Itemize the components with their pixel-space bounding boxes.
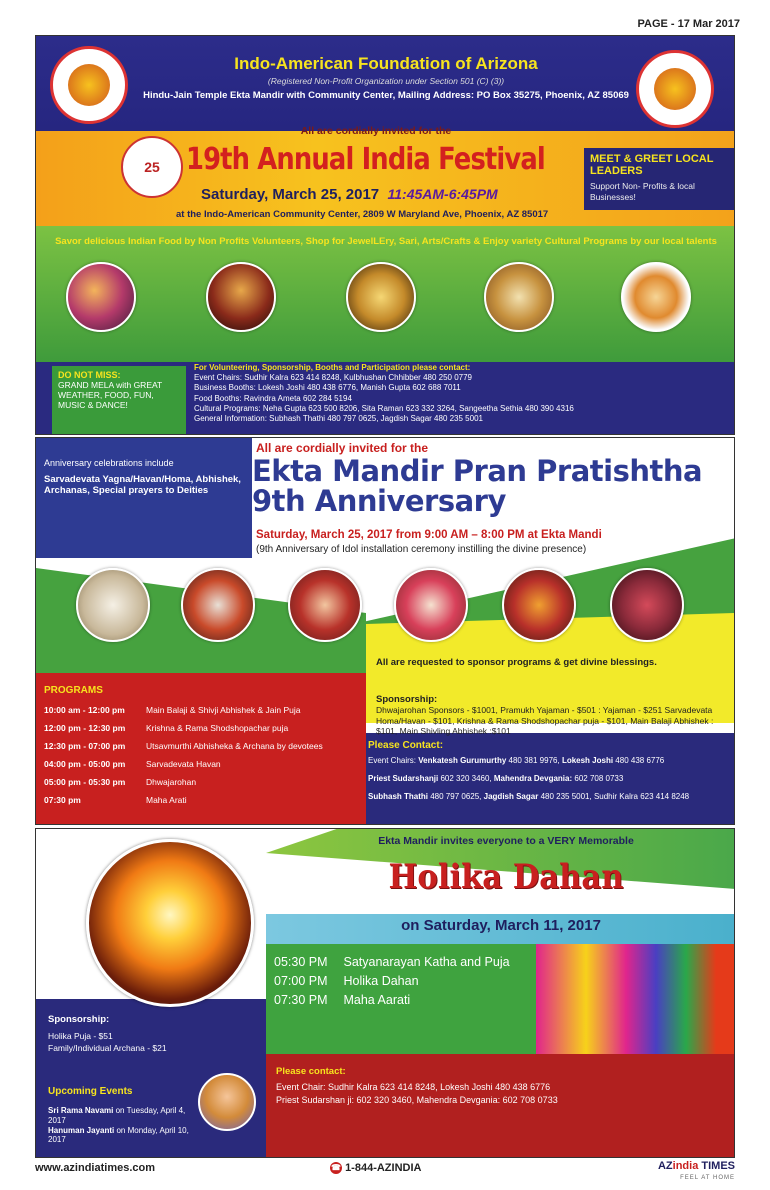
anniversary-contact-title: Please Contact: <box>368 740 444 751</box>
page-date-header: PAGE - 17 Mar 2017 <box>637 18 740 30</box>
iaf-logo <box>50 46 128 124</box>
org-address: Hindu-Jain Temple Ekta Mandir with Community Center, Mailing Address: PO Box 35275, Phoenix, AZ 85069 <box>143 90 629 101</box>
contact-line: Cultural Programs: Neha Gupta 623 500 8206, Sita Raman 623 332 3264, Sangeetha Sethia 480 390 4316 <box>194 403 574 413</box>
contact-line: Business Booths: Lokesh Joshi 480 438 6776, Manish Gupta 602 688 7011 <box>194 383 461 393</box>
logo-tagline: FEEL AT HOME <box>680 1175 735 1181</box>
program-row: 04:00 pm - 05:00 pm Sarvadevata Havan <box>44 759 221 769</box>
deity-photo <box>502 568 576 642</box>
holika-contact-title: Please contact: <box>276 1066 346 1077</box>
deity-photo <box>610 568 684 642</box>
anniversary-title: Ekta Mandir Pran Pratishtha 9th Anniversary <box>252 454 703 519</box>
contact-line: Food Booths: Ravindra Ameta 602 284 5194 <box>194 393 352 403</box>
holika-schedule <box>274 953 534 1009</box>
festival-date-text: Saturday, March 25, 2017 <box>201 186 380 203</box>
holika-contacts <box>276 1081 726 1107</box>
anniversary-sponsorship <box>376 694 735 736</box>
az-india-times-logo: AZindia TIMES <box>657 1160 735 1172</box>
schedule-row: 05:30 PM Satyanarayan Katha and Puja <box>274 955 510 969</box>
schedule-row: 07:00 PM Holika Dahan <box>274 973 419 988</box>
dance-photo <box>66 262 136 332</box>
deity-photo <box>76 568 150 642</box>
programs-list <box>44 701 364 809</box>
bonfire-photo <box>86 839 254 1007</box>
org-title: Indo-American Foundation of Arizona <box>234 54 538 73</box>
program-row: 12:00 pm - 12:30 pm Krishna & Rama Shodshopachar puja <box>44 723 289 733</box>
contact-line: Subhash Thathi 480 797 0625, Jagdish Sagar 480 235 5001, Sudhir Kalra 623 414 8248 <box>368 792 690 801</box>
contact-line: Event Chairs: Venkatesh Gurumurthy 480 381 9976, Lokesh Joshi 480 438 6776 <box>368 756 665 765</box>
program-row: 05:00 pm - 05:30 pm Dhwajarohan <box>44 777 197 787</box>
org-subtitle: (Registered Non-Profit Organization under Section 501 (C) (3)) <box>267 76 505 86</box>
meet-greet-title: MEET & GREET LOCAL LEADERS <box>590 153 714 177</box>
sponsor-request: All are requested to sponsor programs & get divine blessings. <box>376 657 657 668</box>
contact-line: General Information: Subhash Thathi 480 797 0625, Jagdish Sagar 480 235 5001 <box>194 414 483 424</box>
holika-section <box>35 828 735 1158</box>
anniversary-subtitle: (9th Anniversary of Idol installation ceremony instilling the divine presence) <box>256 544 587 555</box>
holika-sponsorship-title: Sponsorship: <box>48 1014 110 1025</box>
ekta-mandir-logo <box>636 50 714 128</box>
do-not-miss-title: DO NOT MISS: <box>58 370 121 380</box>
jewelry-photo <box>346 262 416 332</box>
do-not-miss-box <box>52 366 186 435</box>
anniversary-date: Saturday, March 25, 2017 from 9:00 AM – 8:00 PM at Ekta Mandi <box>256 529 602 541</box>
holika-date: on Saturday, March 11, 2017 <box>401 917 601 934</box>
color-powder-photo <box>536 944 735 1054</box>
phone-icon: ☎ <box>331 1163 341 1173</box>
anniversary-contacts <box>368 756 734 810</box>
contact-line: Event Chair: Sudhir Kalra 623 414 8248, Lokesh Joshi 480 438 6776 <box>276 1082 551 1092</box>
festival-title: 19th Annual India Festival <box>186 142 545 177</box>
program-row: 10:00 am - 12:00 pm Main Balaji & Shivji Abhishek & Jain Puja <box>44 705 301 715</box>
anniversary-section <box>35 437 735 825</box>
dosa-photo <box>621 262 691 332</box>
rama-photo <box>198 1073 256 1131</box>
festival-date <box>201 186 621 203</box>
programs-title: PROGRAMS <box>44 685 103 696</box>
india-festival-section <box>35 35 735 435</box>
anniversary-badge: 25 <box>121 136 183 198</box>
program-row: 12:30 pm - 07:00 pm Utsavmurthi Abhisheka & Archana by devotees <box>44 741 323 751</box>
sponsorship-text: Dhwajarohan Sponsors - $1001, Pramukh Yajaman - $501 : Yajaman - $251 Sarvadevata Homa/Havan - $101, Krishna & Rama Shodshopachar puja - $101, Main Balaji Abhishek : $101, Main Shivling Abhishek :$101 <box>376 705 714 736</box>
contact-line: Priest Sudarshan ji: 602 320 3460, Mahendra Devgania: 602 708 0733 <box>276 1095 558 1106</box>
program-row: 07:30 pm Maha Arati <box>44 795 187 805</box>
deity-photo <box>288 568 362 642</box>
anniversary-invite: All are cordially invited for the <box>256 441 429 455</box>
meet-greet-text: Support Non- Profits & local Businesses! <box>590 181 695 202</box>
upcoming-item: Sri Rama Navami on Tuesday, April 4, 2017 <box>48 1106 186 1125</box>
phone-number <box>330 1162 421 1174</box>
deity-photo <box>181 568 255 642</box>
phone-text: 1-844-AZINDIA <box>345 1162 422 1174</box>
festival-contacts <box>194 363 734 424</box>
deity-photo <box>394 568 468 642</box>
classical-dance-photo <box>206 262 276 332</box>
festival-time: 11:45AM-6:45PM <box>387 186 498 202</box>
festival-contact-title: For Volunteering, Sponsorship, Booths and Participation please contact: <box>194 363 471 372</box>
contact-line: Priest Sudarshanji 602 320 3460, Mahendra Devgania: 602 708 0733 <box>368 774 624 783</box>
festival-invite: All are cordially invited for the <box>300 125 452 137</box>
anniversary-include-label: Anniversary celebrations include <box>44 458 174 468</box>
schedule-row: 07:30 PM Maha Aarati <box>274 992 411 1007</box>
website-link[interactable]: www.azindiatimes.com <box>35 1162 156 1174</box>
food-photo <box>484 262 554 332</box>
upcoming-item: Hanuman Jayanti on Monday, April 10, 2017 <box>48 1125 189 1145</box>
festival-venue: at the Indo-American Community Center, 2809 W Maryland Ave, Phoenix, AZ 85017 <box>176 209 549 220</box>
sponsorship-item: Family/Individual Archana - $21 <box>48 1042 167 1053</box>
contact-line: Event Chairs: Sudhir Kalra 623 414 8248, Kulbhushan Chhibber 480 250 0779 <box>194 373 472 383</box>
sponsorship-title: Sponsorship: <box>376 694 438 705</box>
holika-sponsorship <box>48 1031 258 1055</box>
holika-invite: Ekta Mandir invites everyone to a VERY Memorable <box>378 835 634 847</box>
anniversary-include-details: Sarvadevata Yagna/Havan/Homa, Abhishek, Archanas, Special prayers to Deities <box>44 474 241 497</box>
do-not-miss-text: GRAND MELA with GREAT WEATHER, FOOD, FUN, MUSIC & DANCE! <box>58 380 163 411</box>
holika-title: Holika Dahan <box>388 857 624 897</box>
upcoming-title: Upcoming Events <box>48 1086 133 1097</box>
festival-description: Savor delicious Indian Food by Non Profits Volunteers, Shop for JewelLEry, Sari, Arts/Crafts & Enjoy variety Cultural Programs by our local talents <box>55 236 717 247</box>
sponsorship-item: Holika Puja - $51 <box>48 1031 113 1041</box>
upcoming-events <box>48 1106 198 1145</box>
meet-greet-box <box>584 148 735 210</box>
